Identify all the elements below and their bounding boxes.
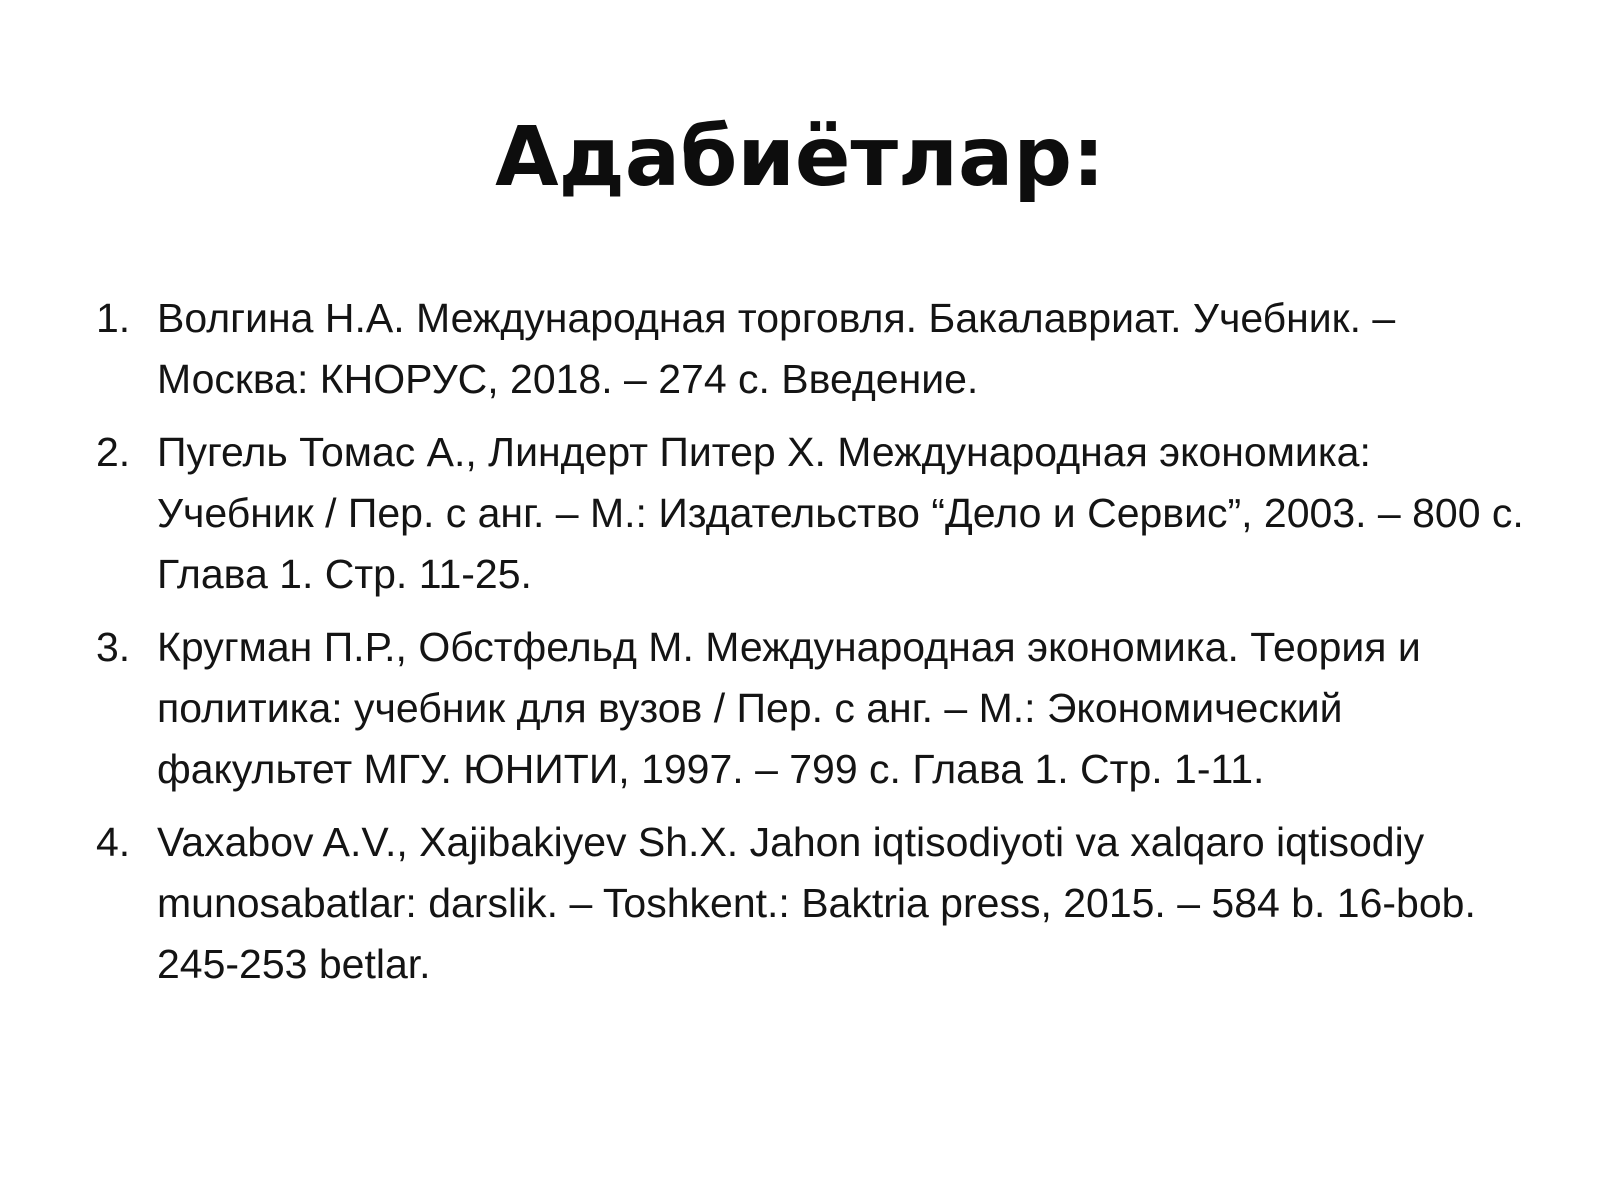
reference-item-3 bbox=[96, 617, 1526, 800]
reference-item-2 bbox=[96, 422, 1526, 605]
reference-text: Vaxabov A.V., Xajibakiyev Sh.X. Jahon iqtisodiyoti va xalqaro iqtisodiy munosabatlar: darslik. – Toshkent.: Baktria press, 2015. – 584 b. 16-bob. 245-253 betlar. bbox=[157, 819, 1476, 987]
reference-text: Волгина Н.А. Международная торговля. Бакалавриат. Учебник. – Москва: КНОРУС, 2018. – 274 с. Введение. bbox=[157, 295, 1396, 402]
reference-text: Пугель Томас А., Линдерт Питер Х. Международная экономика: Учебник / Пер. с анг. – М.: Издательство “Дело и Сервис”, 2003. – 800 с. Глава 1. Стр. 11-25. bbox=[157, 429, 1524, 597]
slide-title: Адабиётлар: bbox=[495, 110, 1105, 205]
reference-number: 2. bbox=[96, 429, 131, 475]
reference-number: 4. bbox=[96, 819, 131, 865]
reference-number: 3. bbox=[96, 624, 131, 670]
reference-number: 1. bbox=[96, 295, 131, 341]
reference-item-1 bbox=[96, 288, 1526, 410]
reference-list bbox=[96, 288, 1526, 1007]
reference-text: Кругман П.Р., Обстфельд М. Международная экономика. Теория и политика: учебник для вузов / Пер. с анг. – М.: Экономический факультет МГУ. ЮНИТИ, 1997. – 799 с. Глава 1. Стр. 1-11. bbox=[157, 624, 1421, 792]
reference-item-4 bbox=[96, 812, 1526, 995]
